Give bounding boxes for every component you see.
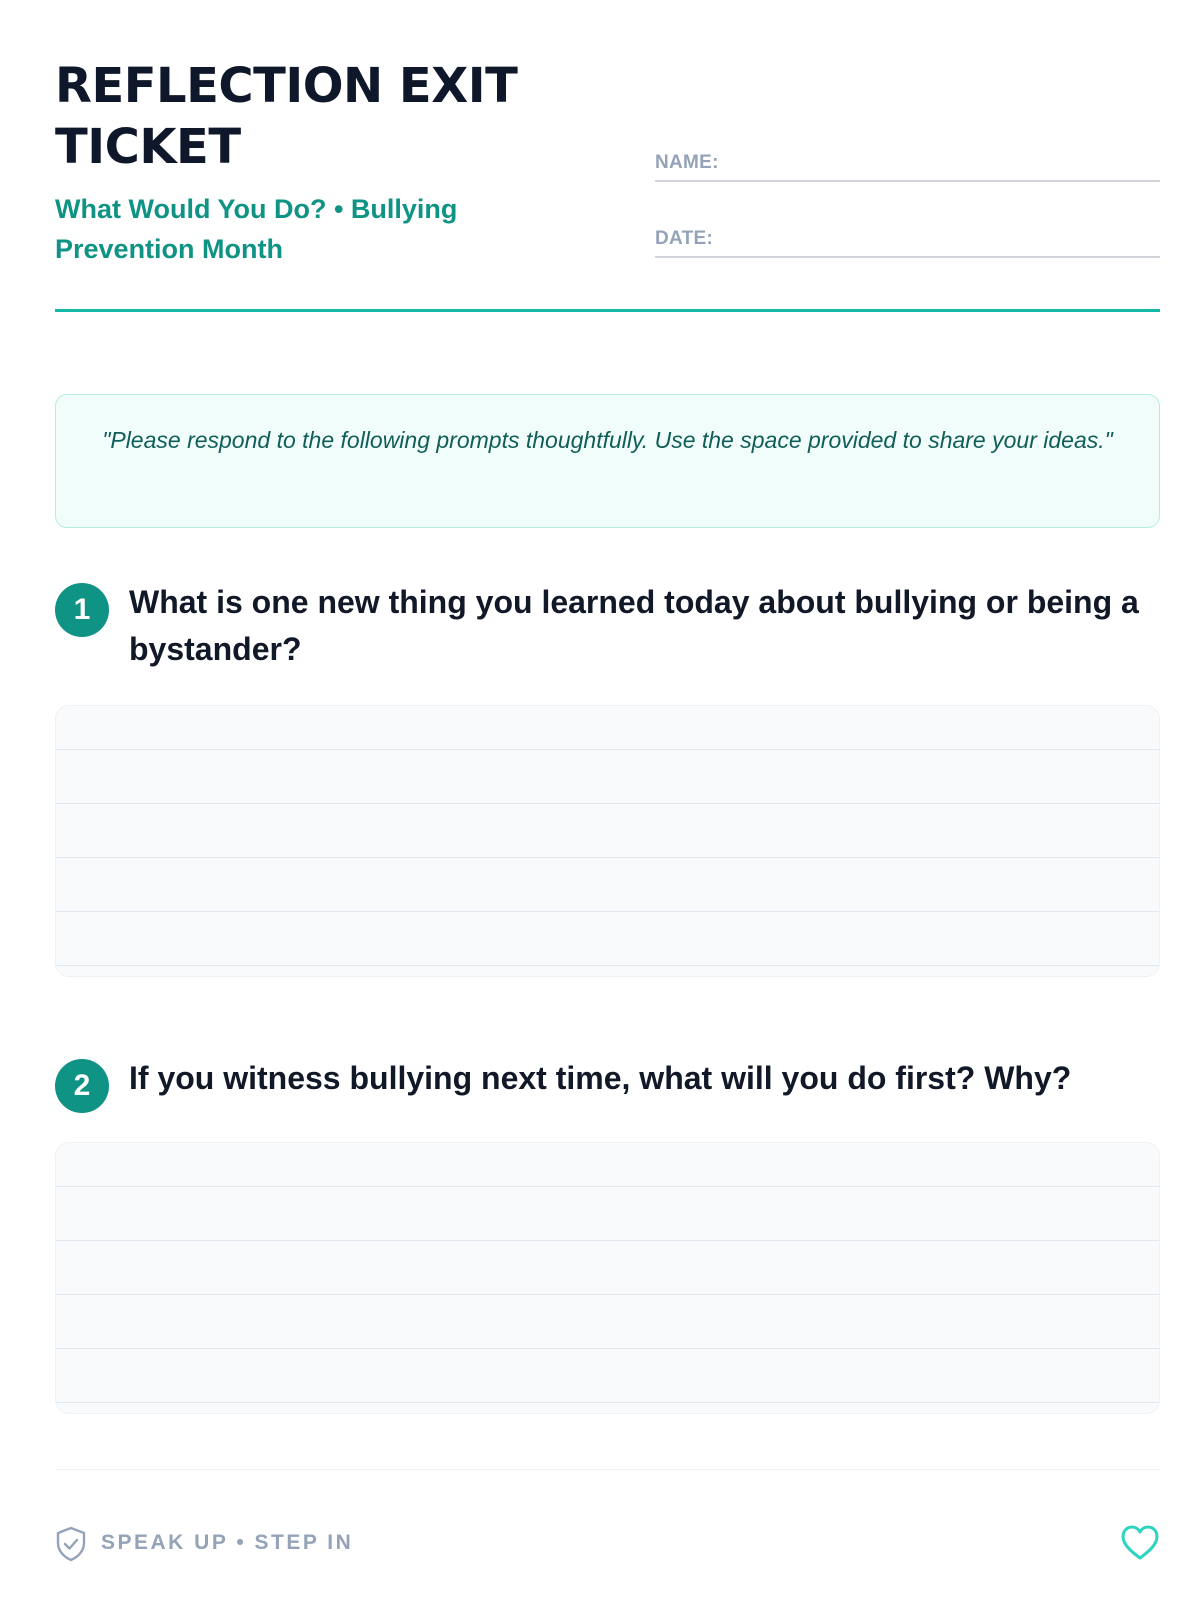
shield-check-icon	[55, 1526, 87, 1562]
date-field[interactable]	[655, 218, 1160, 258]
answer-line	[56, 1348, 1159, 1349]
name-label: NAME:	[655, 152, 719, 173]
date-label: DATE:	[655, 228, 714, 249]
footer-motto: SPEAK UP • STEP IN	[101, 1531, 354, 1554]
answer-box-1[interactable]	[55, 705, 1160, 977]
question-text: What is one new thing you learned today about bullying or being a bystander?	[129, 584, 1139, 667]
answer-line	[56, 1186, 1159, 1187]
name-field[interactable]	[655, 142, 1160, 182]
header	[55, 52, 1160, 312]
answer-line	[56, 857, 1159, 858]
question-number-badge: 2	[55, 1059, 109, 1113]
answer-line	[56, 1240, 1159, 1241]
heart-icon	[1120, 1524, 1160, 1562]
answer-line	[56, 911, 1159, 912]
question-text: If you witness bullying next time, what will you do first? Why?	[129, 1060, 1072, 1096]
answer-line	[56, 1402, 1159, 1403]
question-number-badge: 1	[55, 583, 109, 637]
student-fields	[655, 142, 1160, 294]
answer-line	[56, 965, 1159, 966]
header-divider	[55, 309, 1160, 312]
footer	[55, 1522, 1160, 1566]
answer-box-2[interactable]	[55, 1142, 1160, 1414]
answer-line	[56, 749, 1159, 750]
answer-line	[56, 803, 1159, 804]
answer-line	[56, 1294, 1159, 1295]
page-subtitle: What Would You Do? • Bullying Prevention Month	[55, 194, 458, 264]
footer-divider	[55, 1469, 1160, 1470]
page-title: REFLECTION EXIT TICKET	[55, 58, 518, 175]
instructions-box: "Please respond to the following prompts thoughtfully. Use the space provided to share your ideas."	[55, 394, 1160, 528]
